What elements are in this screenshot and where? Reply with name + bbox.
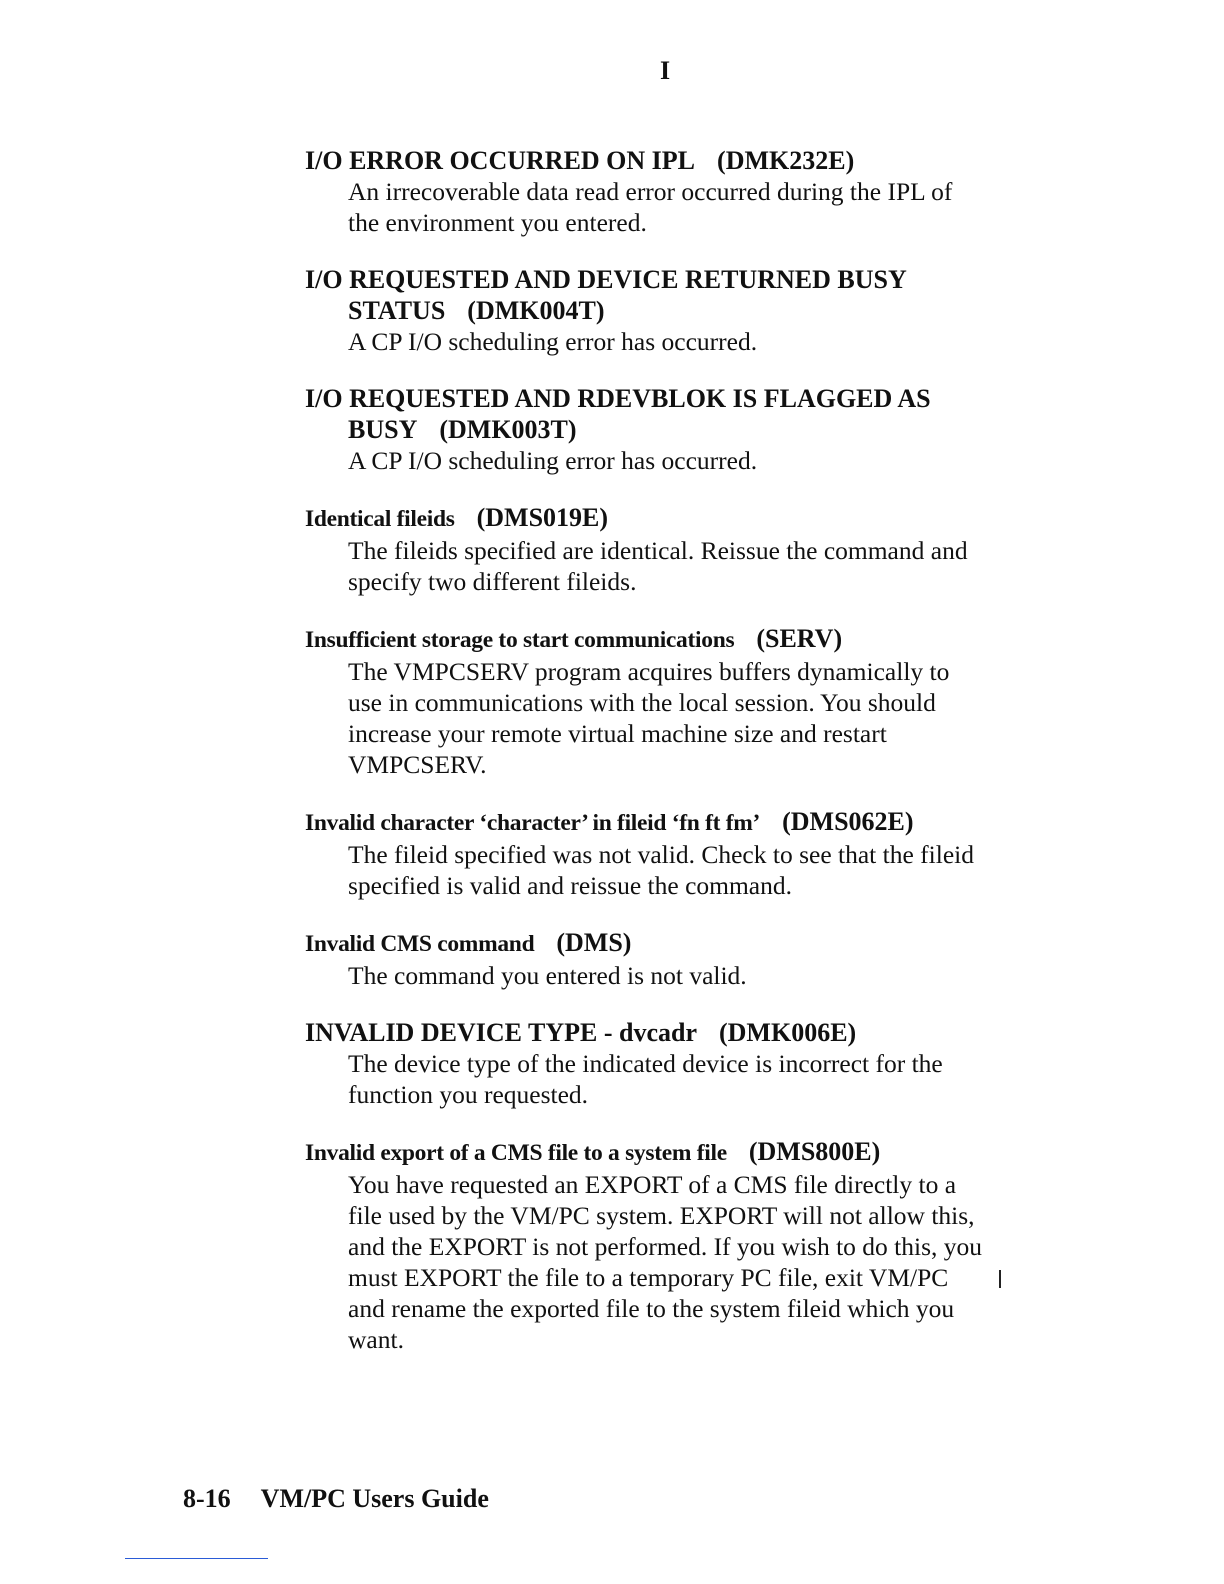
revision-bar: [999, 1270, 1001, 1288]
message-code: (DMS): [556, 928, 632, 957]
message-list: [305, 145, 1005, 1381]
message-heading: [305, 806, 1005, 839]
message-entry: [305, 383, 1005, 476]
book-title: VM/PC Users Guide: [260, 1484, 489, 1513]
message-heading: [305, 383, 1005, 445]
message-title: INVALID DEVICE TYPE - dvcadr: [305, 1018, 697, 1047]
message-entry: [305, 1017, 1005, 1110]
message-description: A CP I/O scheduling error has occurred.: [348, 327, 758, 356]
message-description: The device type of the indicated device is incorrect for the function you requested.: [348, 1049, 943, 1109]
section-letter: I: [660, 56, 671, 85]
message-code: (DMK004T): [467, 296, 605, 325]
message-description: The command you entered is not valid.: [348, 961, 747, 990]
message-code: (DMK003T): [439, 415, 577, 444]
message-heading: [305, 264, 1005, 326]
message-title: Invalid CMS command: [305, 931, 535, 957]
message-entry: [305, 806, 1005, 901]
message-description: The VMPCSERV program acquires buffers dynamically to use in communications with the local session. You should increase your remote virtual machine size and restart VMPCSERV.: [348, 657, 950, 779]
message-entry: [305, 145, 1005, 238]
message-code: (SERV): [756, 624, 843, 653]
message-code: (DMK006E): [719, 1018, 857, 1047]
page-number: 8-16: [183, 1484, 231, 1513]
message-heading: [305, 623, 1005, 656]
message-title: Insufficient storage to start communications: [305, 627, 735, 653]
message-code: (DMS800E): [748, 1137, 881, 1166]
message-entry: [305, 264, 1005, 357]
message-title: I/O REQUESTED AND RDEVBLOK IS FLAGGED AS BUSY: [305, 384, 931, 444]
message-title: I/O ERROR OCCURRED ON IPL: [305, 146, 696, 175]
bottom-rule: [125, 1558, 268, 1559]
message-code: (DMS019E): [476, 503, 609, 532]
message-heading: [305, 502, 1005, 535]
message-description: You have requested an EXPORT of a CMS file directly to a file used by the VM/PC system. EXPORT will not allow this, and the EXPORT is not performed. If you wish to do this, you must EXPORT the file to a temporary PC file, exit VM/PC and rename the exported file to the system fileid which you want.: [348, 1170, 983, 1354]
message-heading: [305, 1017, 1005, 1048]
message-entry: [305, 502, 1005, 597]
message-entry: [305, 623, 1005, 780]
message-heading: [305, 145, 1005, 176]
message-heading: [305, 1136, 1005, 1169]
message-description: An irrecoverable data read error occurred during the IPL of the environment you entered.: [348, 177, 953, 237]
message-entry: [305, 1136, 1005, 1355]
message-title: Invalid character ‘character’ in fileid ‘fn ft fm’: [305, 810, 761, 836]
message-code: (DMK232E): [717, 146, 855, 175]
message-code: (DMS062E): [782, 807, 914, 836]
page-footer: [183, 1484, 489, 1514]
message-description: A CP I/O scheduling error has occurred.: [348, 446, 758, 475]
message-entry: [305, 927, 1005, 991]
message-title: Identical fileids: [305, 506, 455, 532]
message-title: Invalid export of a CMS file to a system file: [305, 1140, 727, 1166]
message-description: The fileids specified are identical. Reissue the command and specify two different fileids.: [348, 536, 968, 596]
message-title: I/O REQUESTED AND DEVICE RETURNED BUSY STATUS: [305, 265, 906, 325]
message-description: The fileid specified was not valid. Check to see that the fileid specified is valid and reissue the command.: [348, 840, 974, 900]
message-heading: [305, 927, 1005, 960]
